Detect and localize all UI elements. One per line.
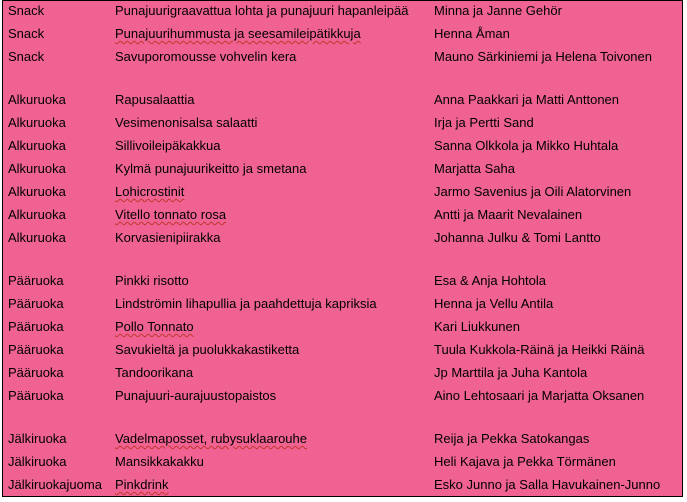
table-row xyxy=(8,136,684,159)
table-row xyxy=(8,294,684,317)
table-row xyxy=(8,90,684,113)
course-cell: Alkuruoka xyxy=(8,230,66,245)
course-cell: Pääruoka xyxy=(8,319,64,334)
hosts-cell: Johanna Julku & Tomi Lantto xyxy=(434,230,601,245)
group-spacer xyxy=(8,409,684,429)
table-row xyxy=(8,205,684,228)
dish-cell: Pinkdrink xyxy=(115,477,169,492)
menu-table xyxy=(8,1,684,498)
dish-cell: Savuporomousse vohvelin kera xyxy=(115,49,297,64)
dish-cell: Kylmä punajuurikeitto ja smetana xyxy=(115,161,307,176)
course-cell: Alkuruoka xyxy=(8,92,66,107)
dish-cell: Punajuuri-aurajuustopaistos xyxy=(115,388,277,403)
course-cell: Pääruoka xyxy=(8,273,64,288)
dish-cell: Punajuurihummusta ja seesamileipätikkuja xyxy=(115,26,361,41)
course-cell: Jälkiruoka xyxy=(8,454,67,469)
table-row xyxy=(8,24,684,47)
group-spacer xyxy=(8,251,684,271)
dish-cell: Lohicrostinit xyxy=(115,184,185,199)
hosts-cell: Sanna Olkkola ja Mikko Huhtala xyxy=(434,138,619,153)
dish-cell: Tandoorikana xyxy=(115,365,194,380)
hosts-cell: Tuula Kukkola-Räinä ja Heikki Räinä xyxy=(434,342,645,357)
hosts-cell: Minna ja Janne Gehör xyxy=(434,3,562,18)
table-row xyxy=(8,363,684,386)
table-row xyxy=(8,182,684,205)
hosts-cell: Marjatta Saha xyxy=(434,161,515,176)
table-row xyxy=(8,317,684,340)
hosts-cell: Esa & Anja Hohtola xyxy=(434,273,547,288)
dish-cell: Vadelmaposset, rubysuklaarouhe xyxy=(115,431,307,446)
hosts-cell: Mauno Särkiniemi ja Helena Toivonen xyxy=(434,49,652,64)
hosts-cell: Kari Liukkunen xyxy=(434,319,520,334)
course-cell: Jälkiruokajuoma xyxy=(8,477,102,492)
course-cell: Pääruoka xyxy=(8,296,64,311)
hosts-cell: Jarmo Savenius ja Oili Alatorvinen xyxy=(434,184,632,199)
dish-cell: Vitello tonnato rosa xyxy=(115,207,227,222)
table-row xyxy=(8,340,684,363)
dish-cell: Punajuurigraavattua lohta ja punajuuri hapanleipää xyxy=(115,3,409,18)
table-row xyxy=(8,1,684,24)
dish-cell: Sillivoileipäkakkua xyxy=(115,138,221,153)
hosts-cell: Esko Junno ja Salla Havukainen-Junno xyxy=(434,477,661,492)
dish-cell: Pinkki risotto xyxy=(115,273,189,288)
dish-cell: Pollo Tonnato xyxy=(115,319,194,334)
hosts-cell: Irja ja Pertti Sand xyxy=(434,115,534,130)
hosts-cell: Antti ja Maarit Nevalainen xyxy=(434,207,583,222)
dish-cell: Lindströmin lihapullia ja paahdettuja kapriksia xyxy=(115,296,377,311)
hosts-cell: Aino Lehtosaari ja Marjatta Oksanen xyxy=(434,388,645,403)
course-cell: Pääruoka xyxy=(8,365,64,380)
table-row xyxy=(8,452,684,475)
course-cell: Alkuruoka xyxy=(8,138,66,153)
course-cell: Pääruoka xyxy=(8,388,64,403)
hosts-cell: Jp Marttila ja Juha Kantola xyxy=(434,365,588,380)
course-cell: Snack xyxy=(8,26,45,41)
dish-cell: Korvasienipiirakka xyxy=(115,230,221,245)
table-row xyxy=(8,475,684,498)
course-cell: Jälkiruoka xyxy=(8,431,67,446)
table-row xyxy=(8,113,684,136)
dish-cell: Savukieltä ja puolukkakastiketta xyxy=(115,342,300,357)
group-spacer xyxy=(8,70,684,90)
table-row xyxy=(8,228,684,251)
table-row xyxy=(8,429,684,452)
table-row xyxy=(8,386,684,409)
course-cell: Alkuruoka xyxy=(8,161,66,176)
table-row xyxy=(8,159,684,182)
menu-sheet xyxy=(2,0,683,497)
course-cell: Snack xyxy=(8,3,45,18)
course-cell: Alkuruoka xyxy=(8,207,66,222)
hosts-cell: Reija ja Pekka Satokangas xyxy=(434,431,590,446)
course-cell: Pääruoka xyxy=(8,342,64,357)
table-row xyxy=(8,271,684,294)
table-row xyxy=(8,47,684,70)
hosts-cell: Henna ja Vellu Antila xyxy=(434,296,554,311)
hosts-cell: Henna Åman xyxy=(434,26,510,41)
course-cell: Snack xyxy=(8,49,45,64)
dish-cell: Vesimenonisalsa salaatti xyxy=(115,115,258,130)
dish-cell: Mansikkakakku xyxy=(115,454,204,469)
course-cell: Alkuruoka xyxy=(8,115,66,130)
dish-cell: Rapusalaattia xyxy=(115,92,195,107)
hosts-cell: Anna Paakkari ja Matti Anttonen xyxy=(434,92,620,107)
course-cell: Alkuruoka xyxy=(8,184,66,199)
hosts-cell: Heli Kajava ja Pekka Törmänen xyxy=(434,454,616,469)
